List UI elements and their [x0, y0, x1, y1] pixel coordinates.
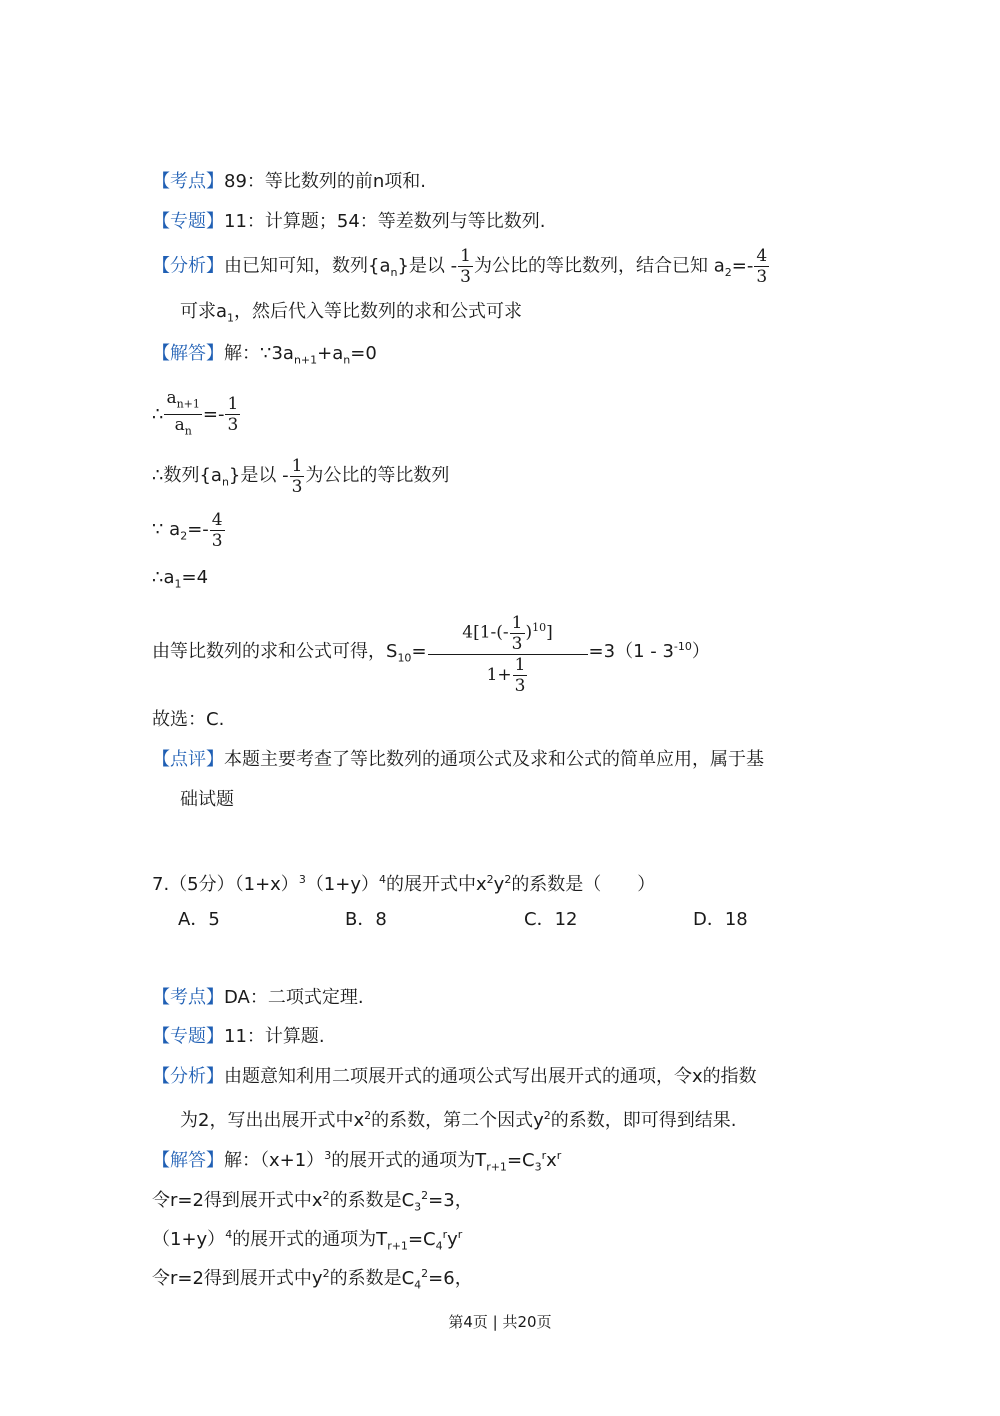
sum-fraction	[428, 608, 588, 696]
jieda-text: 解：∵3a	[224, 343, 294, 364]
q7-kaodian-line	[152, 986, 364, 1010]
fraction	[510, 613, 525, 654]
jieda-text: 解：（x+1）	[224, 1150, 325, 1171]
jieda-tag: 【解答】	[152, 343, 224, 364]
numerator	[428, 608, 588, 655]
fraction	[210, 510, 225, 551]
dianping-tag: 【点评】	[152, 749, 224, 770]
jieda-tag: 【解答】	[152, 1150, 224, 1171]
q7-jieda-line-1	[152, 1144, 561, 1180]
subscript: r+1	[387, 1239, 408, 1253]
subscript: 2	[724, 266, 732, 280]
fenxi-tag: 【分析】	[152, 255, 224, 277]
denominator: 3	[756, 267, 768, 287]
sum-line	[152, 602, 710, 704]
term: a	[174, 415, 185, 436]
superscript: r	[457, 1228, 463, 1241]
zhuanti-text: 11：计算题；54：等差数列与等比数列.	[224, 211, 546, 232]
q7-jieda-line-2	[152, 1184, 473, 1220]
kaodian-tag: 【考点】	[152, 987, 224, 1008]
denominator: 3	[514, 675, 526, 696]
jieda-text: 令r=2得到展开式中x	[152, 1190, 323, 1211]
term: 4[1-(-	[462, 622, 509, 643]
fenxi-text: 为2，写出出展开式中x	[180, 1110, 365, 1131]
fenxi-text: 由已知可知，数列{a	[224, 255, 391, 277]
jieda-text: =3（1 - 3	[588, 641, 674, 662]
dianping-text: 础试题	[180, 789, 234, 810]
dianping-line-1	[152, 748, 764, 772]
a2-line	[152, 508, 226, 559]
page-footer: 第4页 | 共20页	[448, 1313, 552, 1331]
jieda-text: =C	[506, 1150, 535, 1171]
superscript: r	[442, 1228, 448, 1241]
kaodian-line	[152, 170, 426, 194]
superscript: r	[556, 1149, 562, 1162]
jieda-text: 令r=2得到展开式中y	[152, 1268, 323, 1289]
jieda-text: +a	[317, 343, 344, 364]
numerator: 4	[211, 509, 223, 530]
jieda-text: =6，	[428, 1268, 473, 1289]
superscript: 2	[364, 1109, 372, 1122]
jieda-text: =0	[350, 343, 377, 364]
equals: =	[411, 641, 427, 662]
q7-jieda-line-3	[152, 1223, 462, 1259]
seq-line	[152, 454, 449, 505]
superscript: 10	[532, 621, 547, 635]
denominator: 3	[291, 476, 303, 497]
term: )	[525, 622, 533, 643]
superscript: -10	[673, 640, 692, 653]
fenxi-tag: 【分析】	[152, 1066, 224, 1087]
fraction	[754, 246, 769, 287]
subscript: 1	[174, 577, 182, 591]
subscript: n+1	[293, 353, 318, 367]
denominator: 3	[211, 530, 223, 551]
kaodian-text: DA：二项式定理.	[224, 987, 364, 1008]
zhuanti-tag: 【专题】	[152, 1026, 224, 1047]
fenxi-text: 可求a	[180, 301, 228, 322]
superscript: 2	[543, 1109, 551, 1122]
ratio-line	[152, 388, 241, 442]
subscript: 4	[435, 1239, 443, 1253]
option-d[interactable]: D．18	[693, 909, 748, 930]
term: a	[166, 388, 177, 408]
option-c[interactable]: C．12	[524, 909, 578, 930]
jieda-text: 的系数是C	[329, 1190, 415, 1211]
fenxi-text: =-	[731, 255, 754, 277]
numerator	[164, 388, 201, 415]
jieda-text: 的系数是C	[329, 1268, 415, 1289]
jieda-text: 的展开式的通项为T	[331, 1150, 487, 1171]
numerator: 4	[756, 246, 768, 266]
stem-text: 的展开式中x	[386, 874, 487, 895]
subscript: n	[390, 266, 398, 280]
jieda-text: x	[546, 1150, 557, 1171]
jieda-text: =-	[187, 519, 209, 540]
jieda-text: ∴a	[152, 567, 175, 588]
q7-jieda-line-4	[152, 1262, 473, 1298]
answer-choice: 故选：C.	[152, 709, 225, 730]
jieda-text: 的展开式的通项为T	[232, 1229, 388, 1250]
superscript: 4	[379, 873, 386, 886]
equals: =-	[202, 403, 225, 425]
choose-line	[152, 708, 224, 732]
superscript: 2	[322, 1189, 330, 1202]
jieda-text: ∵ a	[152, 519, 181, 540]
superscript: 3	[324, 1149, 332, 1162]
q7-fenxi-line-1	[152, 1065, 757, 1089]
fenxi-line-1	[152, 246, 770, 293]
subscript: 3	[534, 1160, 542, 1174]
jieda-text: y	[447, 1229, 458, 1250]
therefore-symbol: ∴	[152, 403, 164, 425]
subscript: 4	[414, 1278, 422, 1292]
fraction	[164, 388, 201, 442]
superscript: 4	[225, 1228, 233, 1241]
jieda-text: ）	[691, 641, 710, 662]
question-7-stem	[152, 868, 655, 897]
a1-line	[152, 566, 208, 597]
option-a[interactable]: A．5	[178, 909, 220, 930]
fenxi-text: }是以 -	[397, 255, 458, 277]
subscript: n+1	[176, 397, 200, 411]
stem-text: （1+y）	[305, 874, 379, 895]
fraction	[513, 655, 528, 696]
subscript: n	[184, 424, 192, 438]
jieda-text: 为公比的等比数列	[305, 465, 450, 486]
denominator: 3	[460, 267, 471, 287]
dianping-line-2	[180, 788, 234, 812]
kaodian-text: 89：等比数列的前n项和.	[224, 171, 427, 192]
numerator: 1	[511, 612, 523, 633]
superscript: 2	[322, 1267, 330, 1280]
zhuanti-text: 11：计算题.	[224, 1026, 325, 1047]
numerator: 1	[460, 246, 471, 266]
jieda-line-1	[152, 342, 377, 373]
fraction	[225, 394, 240, 435]
q7-fenxi-line-2	[180, 1104, 737, 1133]
subscript: 2	[180, 529, 188, 543]
term: ]	[546, 622, 553, 643]
jieda-text: ∴数列{a	[152, 465, 222, 486]
subscript: 3	[414, 1200, 422, 1214]
zhuanti-tag: 【专题】	[152, 211, 224, 232]
fraction	[290, 456, 305, 497]
zhuanti-line	[152, 210, 546, 234]
denominator	[428, 655, 588, 696]
numerator: 1	[227, 394, 239, 415]
fenxi-line-2	[180, 300, 522, 331]
fenxi-text: ，然后代入等比数列的求和公式可求	[234, 301, 523, 322]
q7-zhuanti-line	[152, 1025, 325, 1049]
subscript: 10	[397, 651, 412, 665]
fenxi-text: 的系数，第二个因式y	[371, 1110, 544, 1131]
superscript: 2	[504, 873, 512, 886]
fenxi-text: 由题意知利用二项展开式的通项公式写出展开式的通项，令x的指数	[224, 1066, 757, 1087]
superscript: 3	[298, 873, 306, 886]
denominator: 3	[511, 633, 523, 654]
jieda-text: =4	[181, 567, 209, 588]
subscript: r+1	[486, 1160, 507, 1174]
term: 1+	[486, 664, 512, 685]
superscript: 2	[421, 1267, 429, 1280]
superscript: 2	[486, 873, 494, 886]
subscript: n	[343, 353, 351, 367]
fenxi-text: 为公比的等比数列，结合已知 a	[473, 255, 725, 277]
superscript: 2	[421, 1189, 429, 1202]
denominator: 3	[227, 415, 239, 436]
jieda-text: =3，	[428, 1190, 473, 1211]
jieda-text: =C	[407, 1229, 436, 1250]
jieda-text: }是以 -	[228, 465, 289, 486]
option-b[interactable]: B．8	[345, 909, 387, 930]
superscript: r	[541, 1149, 547, 1162]
numerator: 1	[514, 654, 526, 675]
stem-text: 7.（5分）（1+x）	[152, 874, 299, 895]
stem-text: y	[493, 874, 505, 895]
subscript: 1	[227, 311, 235, 325]
jieda-text: （1+y）	[152, 1229, 226, 1250]
fraction	[458, 246, 473, 287]
kaodian-tag: 【考点】	[152, 171, 224, 192]
stem-text: 的系数是（ ）	[511, 874, 656, 895]
fenxi-text: 的系数，即可得到结果.	[550, 1110, 737, 1131]
denominator	[164, 415, 201, 441]
jieda-text: 由等比数列的求和公式可得，S	[152, 641, 398, 662]
dianping-text: 本题主要考查了等比数列的通项公式及求和公式的简单应用，属于基	[224, 749, 764, 770]
numerator: 1	[291, 455, 303, 476]
subscript: n	[221, 475, 229, 489]
